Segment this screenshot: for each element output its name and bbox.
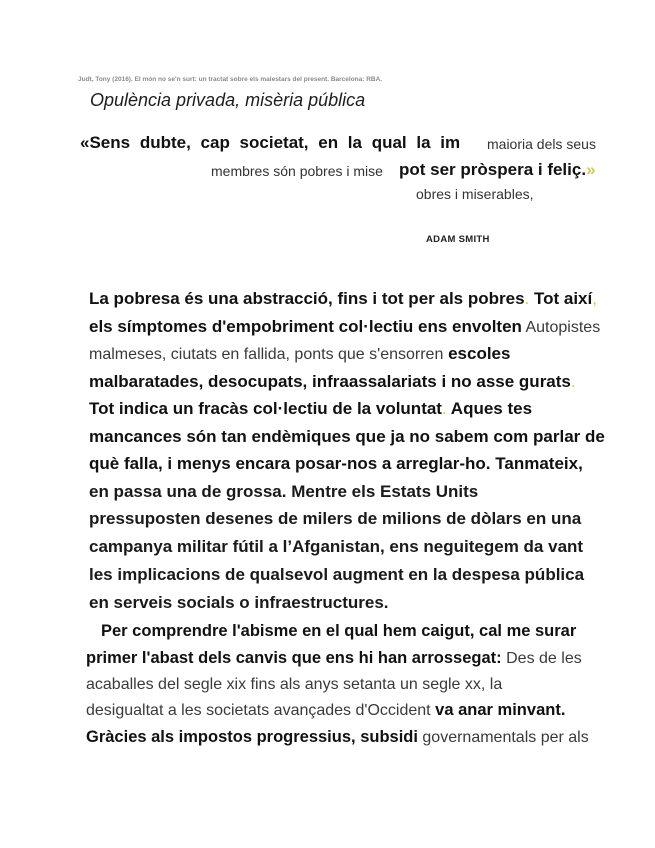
open-quote: « (80, 133, 90, 152)
p1-line-8: en passa una de grossa. Mentre els Estats Units (89, 482, 479, 501)
text: Tot indica un fracàs col·lectiu de la voluntat (89, 399, 442, 418)
epigraph-line-1 (80, 133, 460, 153)
p1-line-3 (89, 344, 510, 365)
epigraph-bold-1: Sens dubte, cap societat, en la qual la im (89, 133, 461, 152)
p2-line-4 (86, 700, 565, 721)
text: . (441, 399, 447, 418)
epigraph-small-2: membres són pobres i mise (211, 163, 383, 179)
p1-line-4 (89, 372, 576, 392)
p2-line-5 (86, 727, 589, 748)
p1-line-9: pressuposten desenes de milers de milions de dòlars en una (89, 509, 582, 528)
text: primer l'abast dels canvis que ens hi han arrossegat: (86, 649, 502, 667)
p1-line-6: mancances són tan endèmiques que ja no sabem com parlar de (89, 427, 605, 446)
p1-line-7: què falla, i menys encara posar-nos a arreglar-ho. Tanmateix, (89, 454, 583, 473)
text: Des de les (501, 650, 582, 667)
text: . (524, 289, 530, 308)
citation: Judt, Tony (2016). El món no se'n surt: un tractat sobre els malestars del present. Barcelona: RBA. (78, 76, 383, 83)
close-quote: » (586, 160, 596, 179)
p1-line-12: en serveis socials o infraestructures. (89, 593, 389, 612)
epigraph-line-2 (399, 160, 596, 180)
text: desigualtat a les societats avançades d'Occident (86, 702, 431, 719)
epigraph-small-3: obres i miserables, (416, 186, 534, 202)
p2-line-2 (86, 648, 582, 669)
text: La pobresa és una abstracció, fins i tot per als pobres (89, 289, 525, 308)
text: Gràcies als impostos progressius, subsidi (86, 728, 418, 746)
p1-line-5 (89, 399, 532, 419)
p1-line-10: campanya militar fútil a l’Afganistan, ens neguitegem da vant (89, 537, 584, 556)
text: malbaratades, desocupats, infraassalariats i no asse gurats (89, 372, 571, 391)
text: Aques tes (446, 399, 533, 418)
epigraph-author: ADAM SMITH (426, 234, 490, 245)
text: . (570, 372, 576, 391)
p2-line-1: Per comprendre l'abisme en el qual hem caigut, cal me surar (101, 622, 577, 640)
text: malmeses, ciutats en fallida, ponts que s'ensorren (89, 346, 444, 363)
text: , (592, 289, 597, 308)
p1-line-1 (89, 289, 597, 309)
epigraph-small-1: maioria dels seus (487, 136, 596, 152)
text: escoles (443, 344, 511, 363)
text: Tot així (529, 289, 593, 308)
page-title: Opulència privada, misèria pública (90, 90, 366, 110)
p2-line-3: acaballes del segle xix fins als anys setanta un segle xx, la (86, 676, 503, 693)
epigraph-bold-2: pot ser pròspera i feliç. (399, 160, 587, 179)
text: Autopistes (521, 319, 601, 336)
text: governamentals per als (417, 729, 589, 746)
text: va anar minvant. (430, 701, 566, 719)
p1-line-11: les implicacions de qualsevol augment en la despesa pública (89, 565, 585, 584)
p1-line-2 (89, 317, 600, 338)
text: els símptomes d'empobriment col·lectiu ens envolten (89, 317, 522, 336)
